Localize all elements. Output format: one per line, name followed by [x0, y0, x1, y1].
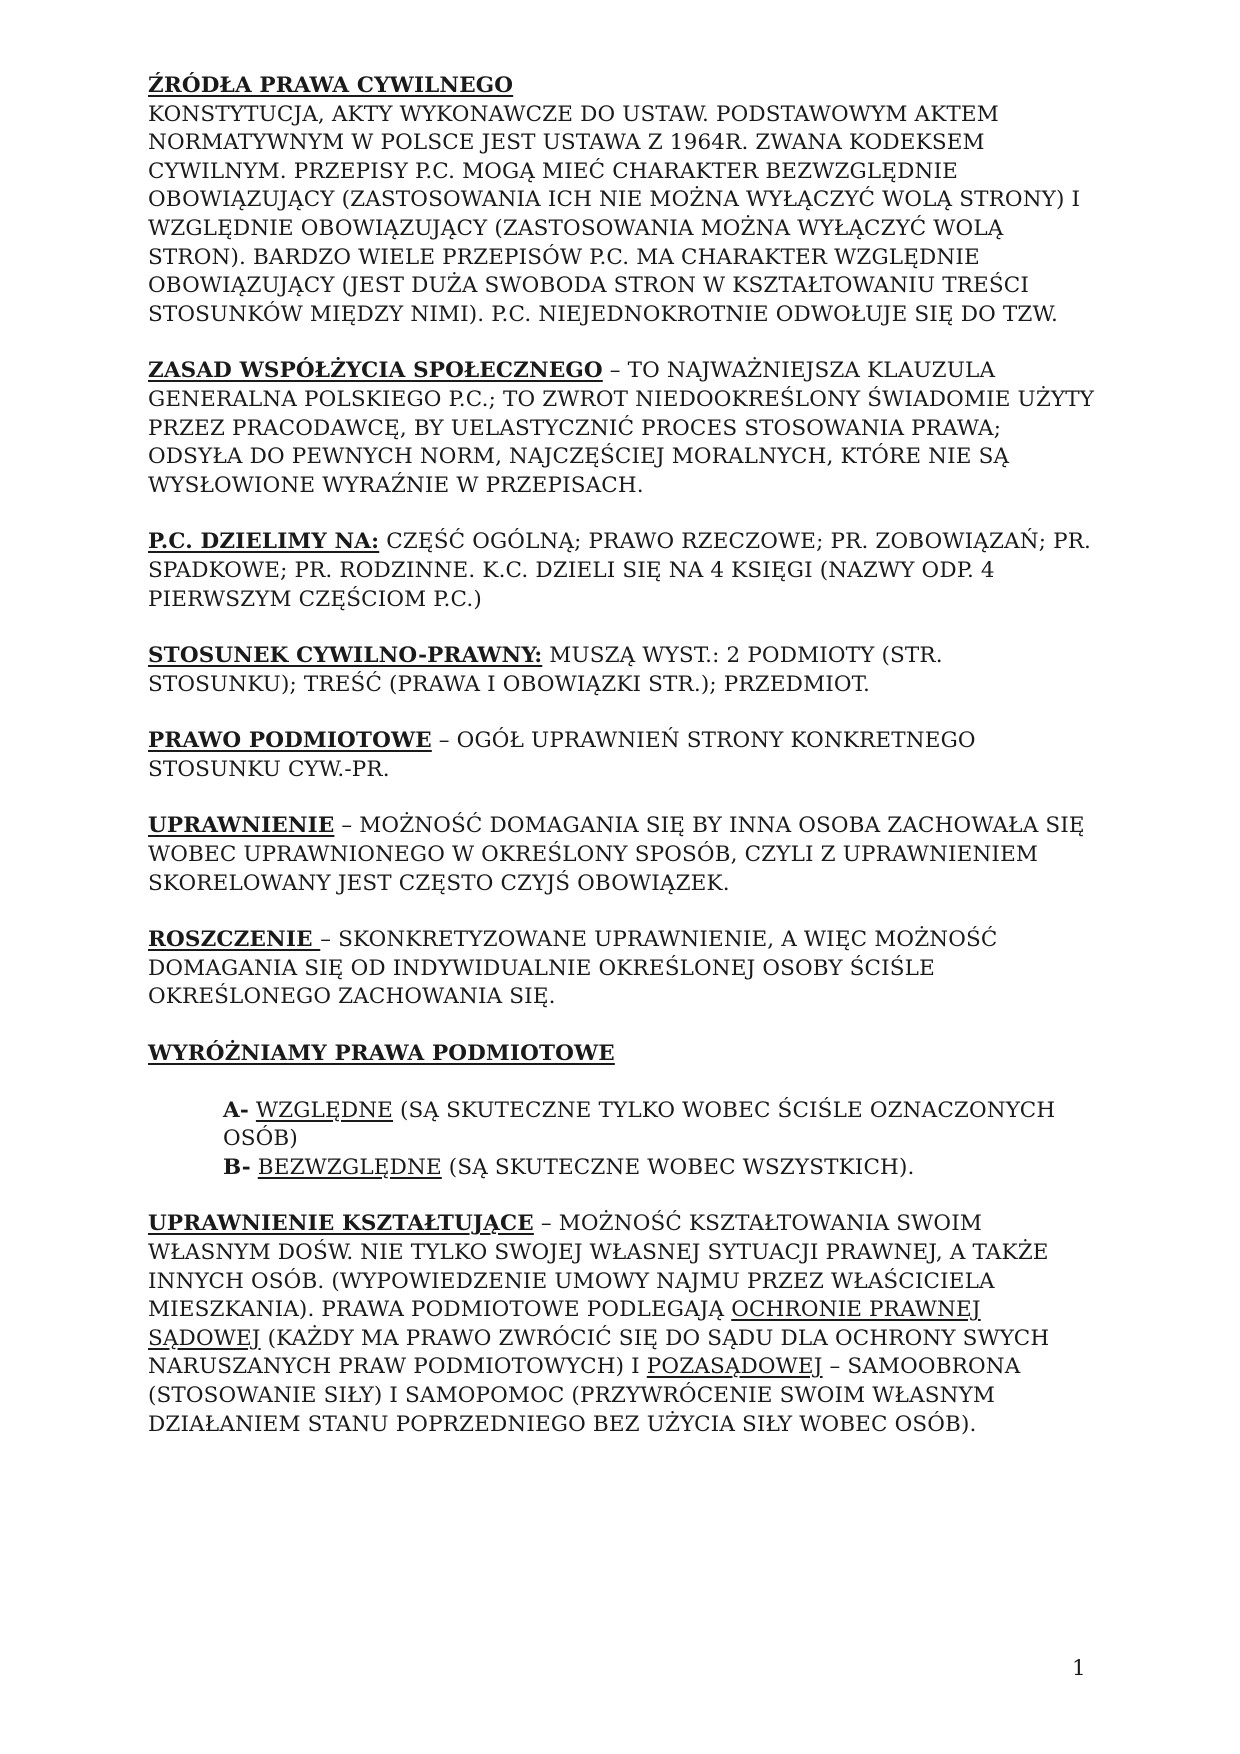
text-ksztaltujace-1: – MOŻNOŚĆ KSZTAŁTOWANIA SWOIM WŁASNYM DOŚW. NIE TYLKO SWOJEJ WŁASNEJ SYTUACJI PRAWNEJ, A TAKŻE INNYCH OSÓB. (WYPOWIEDZENIE UMOWY NAJMU PRZEZ WŁAŚCICIELA MIESZKANIA). PRAWA PODMIOTOWE PODLEGAJĄ — [148, 1211, 1049, 1323]
term-stosunek: STOSUNEK CYWILNO-PRAWNY: — [148, 643, 543, 669]
list-item-term: WZGLĘDNE — [255, 1097, 394, 1123]
list-item — [223, 1097, 1098, 1154]
term-dzielimy: P.C. DZIELIMY NA: — [148, 529, 380, 555]
text-ksztaltujace-3: – SAMOOBRONA (STOSOWANIE SIŁY) I SAMOPOMOC (PRZYWRÓCENIE SWOIM WŁASNYM DZIAŁANIEM STANU POPRZEDNIEGO BEZ UŻYCIA SIŁY WOBEC OSÓB). — [148, 1354, 1021, 1437]
heading-wyrozniamy: WYRÓŻNIAMY PRAWA PODMIOTOWE — [148, 1041, 615, 1067]
text-zasad: – TO NAJWAŻNIEJSZA KLAUZULA GENERALNA POLSKIEGO P.C.; TO ZWROT NIEDOOKREŚLONY ŚWIADOMIE UŻYTY PRZEZ PRACODAWCĘ, BY UELASTYCZNIĆ PROCES STOSOWANIA PRAWA; ODSYŁA DO PEWNYCH NORM, NAJCZĘŚCIEJ MORALNYCH, KTÓRE NIE SĄ WYSŁOWIONE WYRAŹNIE W PRZEPISACH. — [148, 358, 1095, 498]
text-zrodla: KONSTYTUCJA, AKTY WYKONAWCZE DO USTAW. PODSTAWOWYM AKTEM NORMATYWNYM W POLSCE JEST USTAWA Z 1964R. ZWANA KODEKSEM CYWILNYM. PRZEPISY P.C. MOGĄ MIEĆ CHARAKTER BEZWZGLĘDNIE OBOWIĄZUJĄCY (ZASTOSOWANIA ICH NIE MOŻNA WYŁĄCZYĆ WOLĄ STRONY) I WZGLĘDNIE OBOWIĄZUJĄCY (ZASTOSOWANIA MOŻNA WYŁĄCZYĆ WOLĄ STRON). BARDZO WIELE PRZEPISÓW P.C. MA CHARAKTER WZGLĘDNIE OBOWIĄZUJĄCY (JEST DUŻA SWOBODA STRON W KSZTAŁTOWANIU TREŚCI STOSUNKÓW MIĘDZY NIMI). P.C. NIEJEDNOKROTNIE ODWOŁUJE SIĘ DO TZW. — [148, 101, 1081, 327]
text-roszczenie: – SKONKRETYZOWANE UPRAWNIENIE, A WIĘC MOŻNOŚĆ DOMAGANIA SIĘ OD INDYWIDUALNIE OKREŚLONEJ OSOBY ŚCIŚLE OKREŚLONEGO ZACHOWANIA SIĘ. — [148, 927, 998, 1010]
term-uprawnienie: UPRAWNIENIE — [148, 813, 335, 839]
list-item-text: (SĄ SKUTECZNE TYLKO WOBEC ŚCIŚLE OZNACZONYCH OSÓB) — [223, 1097, 1056, 1152]
text-ksztaltujace-2: (KAŻDY MA PRAWO ZWRÓCIĆ SIĘ DO SĄDU DLA OCHRONY SWYCH NARUSZANYCH PRAW PODMIOTOWYCH) I — [148, 1325, 1050, 1380]
list-item — [223, 1154, 1098, 1183]
page-number: 1 — [1072, 1656, 1086, 1681]
term-zasad: ZASAD WSPÓŁŻYCIA SPOŁECZNEGO — [148, 358, 603, 384]
document-page — [148, 72, 1098, 1467]
term-roszczenie: ROSZCZENIE — [148, 927, 321, 953]
list-item-term: BEZWZGLĘDNE — [257, 1154, 442, 1180]
text-pozasadowa: POZASĄDOWEJ — [646, 1354, 823, 1380]
text-ochrona-sadowa: OCHRONIE PRAWNEJ SĄDOWEJ — [148, 1297, 981, 1351]
section-wyrozniamy — [148, 1040, 1098, 1069]
text-prawo-podmiotowe: – OGÓŁ UPRAWNIEŃ STRONY KONKRETNEGO STOSUNKU CYW.-PR. — [148, 728, 976, 782]
section-stosunek — [148, 642, 1098, 699]
text-uprawnienie: – MOŻNOŚĆ DOMAGANIA SIĘ BY INNA OSOBA ZACHOWAŁA SIĘ WOBEC UPRAWNIONEGO W OKREŚLONY SPOSÓB, CZYLI Z UPRAWNIENIEM SKORELOWANY JEST CZĘSTO CZYJŚ OBOWIĄZEK. — [148, 813, 1085, 896]
section-ksztaltujace — [148, 1210, 1098, 1439]
list-item-text: (SĄ SKUTECZNE WOBEC WSZYSTKICH). — [441, 1154, 915, 1180]
section-zasad — [148, 357, 1098, 500]
list-prawa-podmiotowe — [223, 1097, 1098, 1183]
list-item-letter: B- — [223, 1154, 251, 1180]
section-zrodla — [148, 72, 1098, 329]
section-uprawnienie — [148, 812, 1098, 898]
term-prawo-podmiotowe: PRAWO PODMIOTOWE — [148, 728, 432, 754]
term-ksztaltujace: UPRAWNIENIE KSZTAŁTUJĄCE — [148, 1211, 534, 1237]
text-dzielimy: CZĘŚĆ OGÓLNĄ; PRAWO RZECZOWE; PR. ZOBOWIĄZAŃ; PR. SPADKOWE; PR. RODZINNE. K.C. DZIELI SIĘ NA 4 KSIĘGI (NAZWY ODP. 4 PIERWSZYM CZĘŚCIOM P.C.) — [148, 529, 1092, 612]
section-prawo-podmiotowe — [148, 727, 1098, 784]
list-item-letter: A- — [223, 1097, 249, 1123]
section-roszczenie — [148, 926, 1098, 1012]
section-dzielimy — [148, 528, 1098, 614]
heading-zrodla: ŹRÓDŁA PRAWA CYWILNEGO — [148, 73, 514, 98]
text-stosunek: MUSZĄ WYST.: 2 PODMIOTY (STR. STOSUNKU); TREŚĆ (PRAWA I OBOWIĄZKI STR.); PRZEDMIOT. — [148, 643, 943, 697]
